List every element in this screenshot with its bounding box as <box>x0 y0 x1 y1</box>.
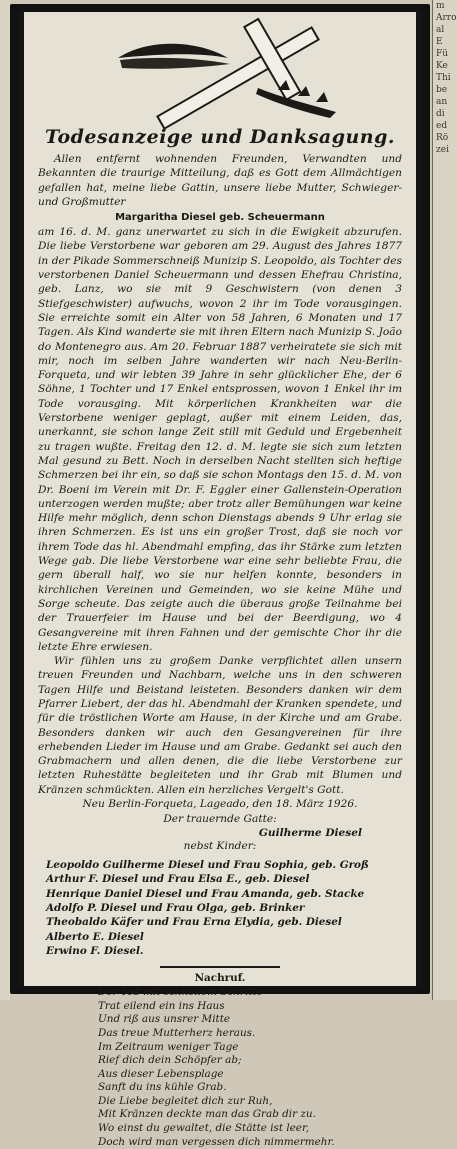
children-list <box>38 858 402 958</box>
adjacent-column-left <box>0 0 10 1000</box>
poem-line: Sanft du ins kühle Grab. <box>98 1081 227 1094</box>
poem-title: Nachruf. <box>194 972 246 985</box>
adjacent-text-fragment: zei <box>436 145 449 155</box>
adjacent-text-fragment: Ke <box>436 61 448 71</box>
adjacent-column-text <box>433 0 457 156</box>
thanks-paragraph: Wir fühlen uns zu großem Danke verpflichtet allen unsern treuen Freunden und Nachbarn, welche uns in den schweren Tagen Hilfe und Beistand leisteten. Besonders danken wir dem Pfarrer Liebert, der das hl. Abendmahl der Kranken spendete, und für die tröstlichen Worte am Hause, in der Kirche und am Grabe. Besonders danken wir auch den Gesangvereinen für ihre erhebenden Lieder im Hause und am Grabe. Gedankt sei auch den Grabmachern und allen denen, die die liebe Verstorbene zur letzten Ruhestätte begleiteten und ihr Grab mit Blumen und Kränzen schmückten. Allen ein herzliches Vergelt's Gott. <box>38 655 402 796</box>
divider-rule <box>160 966 280 968</box>
children-intro: nebst Kinder: <box>183 840 257 853</box>
poem <box>38 986 402 1149</box>
adjacent-column-right <box>432 0 457 1000</box>
child-entry: Leopoldo Guilherme Diesel und Frau Sophia, geb. Groß <box>46 859 369 872</box>
adjacent-text-fragment: Arro <box>436 13 457 23</box>
adjacent-text-fragment: E <box>436 37 443 47</box>
adjacent-text-fragment: ed <box>436 121 448 131</box>
cross-with-palm-icon <box>108 28 358 120</box>
child-entry: Alberto E. Diesel <box>46 930 144 943</box>
place-date: Neu Berlin-Forqueta, Lageado, den 18. März 1926. <box>82 798 358 811</box>
spouse-name: Guilherme Diesel <box>258 827 362 840</box>
black-border-left <box>18 12 24 986</box>
adjacent-text-fragment: be <box>436 85 448 95</box>
notice-title: Todesanzeige und Danksagung. <box>44 126 396 148</box>
poem-line: Doch wird man vergessen dich nimmermehr. <box>98 1135 335 1148</box>
adjacent-text-fragment: Thi <box>436 73 451 83</box>
child-entry: Henrique Daniel Diesel und Frau Amanda, geb. Stacke <box>46 887 365 900</box>
notice-content <box>38 28 402 1148</box>
poem-line: Und riß aus unsrer Mitte <box>98 1013 231 1026</box>
adjacent-text-fragment: an <box>436 97 448 107</box>
mourning-notice-frame <box>10 4 430 1148</box>
child-entry: Arthur F. Diesel und Frau Elsa E., geb. Diesel <box>46 873 310 886</box>
deceased-name: Margaritha Diesel geb. Scheuermann <box>115 212 325 224</box>
adjacent-text-fragment: di <box>436 109 445 119</box>
cross-illustration <box>38 28 402 120</box>
child-entry: Theobaldo Käfer und Frau Erna Elydia, geb. Diesel <box>46 916 342 929</box>
spouse-intro: Der trauernde Gatte: <box>163 813 277 826</box>
poem-line: Trat eilend ein ins Haus <box>98 999 225 1012</box>
obituary-paragraph: am 16. d. M. ganz unerwartet zu sich in die Ewigkeit abzurufen. Die liebe Verstorbene war geboren am 29. August des Jahres 1877 in der Pikade Sommerschneiß Munizip S. Leopoldo, als Tochter des verstorbenen Daniel Scheuermann und dessen Ehefrau Christina, geb. Lanz, wo sie mit 9 Geschwistern (von denen 3 Stiefgeschwister) aufwuchs, wovon 2 ihr im Tode vorausgingen. Sie erreichte somit ein Alter von 58 Jahren, 6 Monaten und 17 Tagen. Als Kind wanderte sie mit ihren Eltern nach Munizip S. João do Montenegro aus. Am 20. Februar 1887 verheiratete sie sich mit mir, noch im selben Jahre wanderten wir nach Neu-Berlin-Forqueta, und wir lebten 39 Jahre in sehr glücklicher Ehe, der 6 Söhne, 1 Tochter und 17 Enkel entsprossen, wovon 1 Enkel ihr im Tode vorausging. Mit körperlichen Krankheiten war die Verstorbene weniger geplagt, außer mit einem Leiden, das, unerkannt, sie schon lange Zeit still mit Geduld und Ergebenheit zu tragen wußte. Freitag den 12. d. M. legte sie sich zum letzten Mal gesund zu Bett. Noch in derselben Nacht stellten sich heftige Schmerzen bei ihr ein, so daß sie schon Montags den 15. d. M. von Dr. Boeni im Verein mit Dr. F. Eggler einer Gallenstein-Operation unterzogen werden mußte; aber trotz aller Bemühungen war keine Hilfe mehr möglich, denn schon Dienstags abends 9 Uhr erlag sie ihren Schmerzen. Es ist uns ein großer Trost, daß sie noch vor ihrem Tode das hl. Abendmahl empfing, das ihr Stärke zum letzten Wege gab. Die liebe Verstorbene war eine sehr beliebte Frau, die gern überall half, wo sie nur helfen konnte, besonders in kirchlichen Vereinen und Gemeinden, wo sie keine Mühe und Sorge scheute. Das zeigte auch die überaus große Teilnahme bei der Trauerfeier im Hause und bei der Beerdigung, wo 4 Gesangvereine mit ihren Fahnen und der gemischte Chor ihr die letzte Ehre erwiesen. <box>38 226 402 653</box>
notice-paper <box>18 12 422 1148</box>
poem-line: Die Liebe begleitet dich zur Ruh, <box>98 1094 273 1107</box>
child-entry: Adolfo P. Diesel und Frau Olga, geb. Brinker <box>46 901 305 914</box>
intro-text: Allen entfernt wohnenden Freunden, Verwandten und Bekannten die traurige Mitteilung, daß es Gott dem Allmächtigen gefallen hat, meine liebe Gattin, unsere liebe Mutter, Schwieger- und Großmutter <box>38 153 402 208</box>
poem-line: Aus dieser Lebensplage <box>98 1067 224 1080</box>
child-entry: Erwino F. Diesel. <box>46 944 144 957</box>
black-border-right <box>416 12 422 986</box>
adjacent-text-fragment: Rö <box>436 133 449 143</box>
poem-line: Rief dich dein Schöpfer ab; <box>98 1054 242 1067</box>
poem-line: Der Tod mit schnellem Schritte <box>98 986 263 999</box>
adjacent-text-fragment: Fü <box>436 49 449 59</box>
adjacent-text-fragment: al <box>436 25 445 35</box>
poem-line: Das treue Mutterherz heraus. <box>98 1026 256 1039</box>
poem-line: Wo einst du gewaltet, die Stätte ist leer, <box>98 1122 310 1135</box>
poem-line: Im Zeitraum weniger Tage <box>98 1040 239 1053</box>
poem-line: Mit Kränzen deckte man das Grab dir zu. <box>98 1108 316 1121</box>
adjacent-text-fragment: m <box>436 1 445 11</box>
